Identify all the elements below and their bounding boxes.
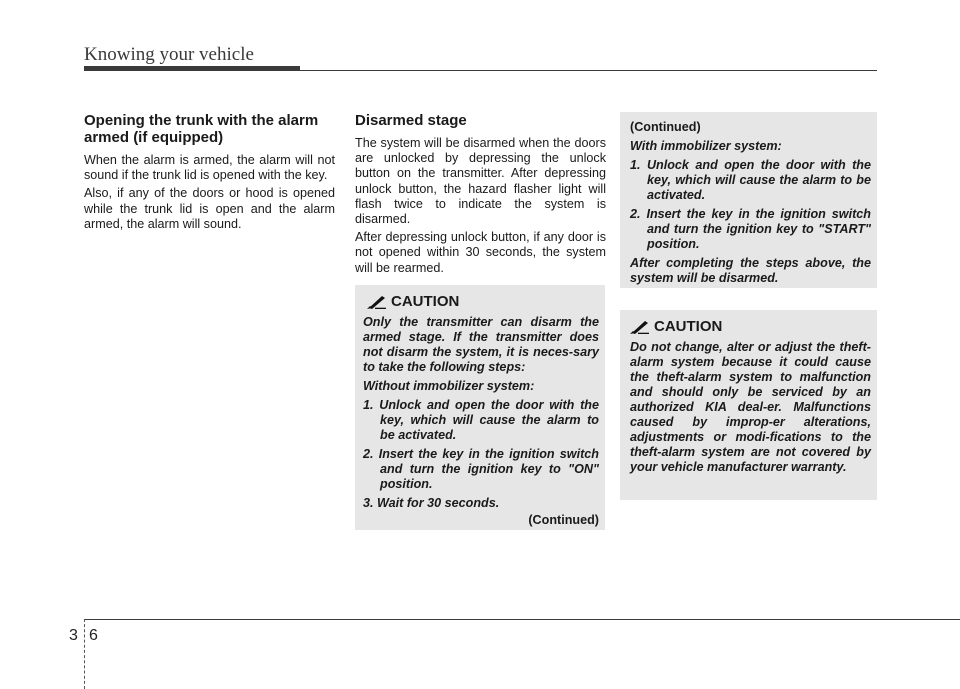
disarmed-stage-heading: Disarmed stage <box>355 112 467 129</box>
caution-step: 1. Unlock and open the door with the key, which will cause the alarm to be activated. <box>363 398 599 442</box>
caution-label: CAUTION <box>654 318 723 335</box>
trunk-alarm-paragraph: When the alarm is armed, the alarm will not sound if the trunk lid is opened with the key. <box>84 153 335 183</box>
caution-header <box>630 318 871 335</box>
caution-warranty-text: Do not change, alter or adjust the theft-alarm system because it could cause the theft-alarm system to malfunction and should only be serviced by an authorized KIA deal-er. Malfunctions caused by improp-er alterations, adjustments or modi-fications to the theft-alarm system are not covered by your vehicle manufacturer warranty. <box>630 340 871 474</box>
header-rule-thin <box>300 70 877 71</box>
caution-box-modification <box>620 310 877 500</box>
immobilizer-step: 1. Unlock and open the door with the key, which will cause the alarm to be activated. <box>630 158 871 202</box>
disarmed-stage-paragraph: The system will be disarmed when the doors are unlocked by depressing the unlock button on the transmitter. After depressing unlock button, the hazard flasher light will flash twice to indicate the system is disarmed. <box>355 136 606 227</box>
page-number: 6 <box>89 627 98 644</box>
footer-divider <box>84 619 85 689</box>
footer-rule <box>84 619 960 620</box>
header-rule-thick <box>84 66 300 71</box>
trunk-alarm-section <box>84 112 335 235</box>
caution-header <box>363 293 599 310</box>
chapter-number: 3 <box>69 627 78 644</box>
caution-step: 3. Wait for 30 seconds. <box>363 496 500 510</box>
section-title: Knowing your vehicle <box>84 44 254 65</box>
trunk-alarm-paragraph: Also, if any of the doors or hood is opened while the trunk lid is open and the alarm armed, the alarm will sound. <box>84 186 335 231</box>
disarmed-stage-section <box>355 112 606 279</box>
continued-label: (Continued) <box>630 120 701 134</box>
immobilizer-step: 2. Insert the key in the ignition switch and turn the ignition key to "START" position. <box>630 207 871 251</box>
immobilizer-subhead: With immobilizer system: <box>630 139 782 153</box>
continued-marker: (Continued) <box>528 513 599 527</box>
caution-subhead: Without immobilizer system: <box>363 379 535 393</box>
caution-intro: Only the transmitter can disarm the armed stage. If the transmitter does not disarm the system, it is neces-sary to take the following steps: <box>363 315 599 374</box>
caution-pencil-icon <box>367 295 387 309</box>
caution-box-transmitter <box>355 285 605 530</box>
trunk-alarm-heading: Opening the trunk with the alarm armed (if equipped) <box>84 112 319 146</box>
caution-pencil-icon <box>630 320 650 334</box>
caution-step: 2. Insert the key in the ignition switch and turn the ignition key to "ON" position. <box>363 447 599 491</box>
caution-label: CAUTION <box>391 293 460 310</box>
continued-box-immobilizer <box>620 112 877 288</box>
immobilizer-closing: After completing the steps above, the system will be disarmed. <box>630 256 871 285</box>
disarmed-stage-paragraph: After depressing unlock button, if any door is not opened within 30 seconds, the system will be rearmed. <box>355 230 606 275</box>
